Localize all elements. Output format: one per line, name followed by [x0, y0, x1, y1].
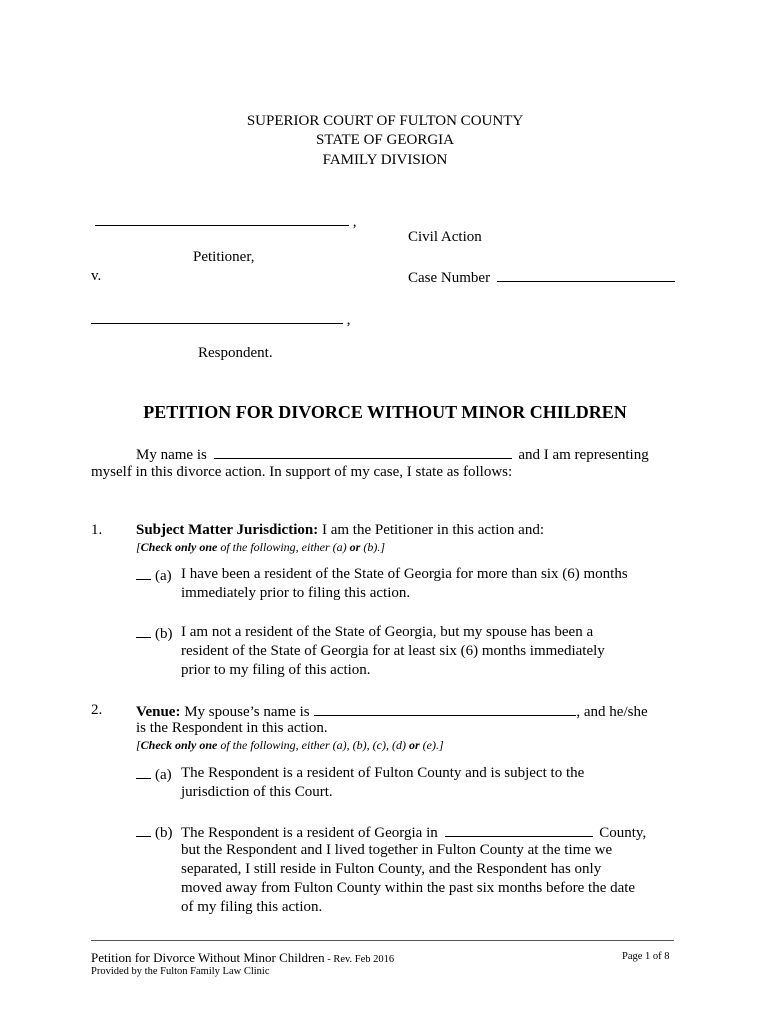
- option-label: (a): [155, 767, 172, 783]
- respondent-name-line: [91, 309, 351, 330]
- section-2-option-b-line-5: of my filing this action.: [181, 899, 323, 915]
- note-check-only-one: Check only one: [140, 738, 218, 752]
- section-1-option-a-line-1: I have been a resident of the State of Georgia for more than six (6) months: [181, 566, 628, 582]
- option-label: (b): [155, 825, 173, 841]
- petitioner-name-blank[interactable]: [95, 211, 349, 226]
- note-end: (e).]: [419, 738, 444, 752]
- section-2-line-2: is the Respondent in this action.: [136, 720, 328, 736]
- option-label: (b): [155, 626, 173, 642]
- section-2-option-b-line-4: moved away from Fulton County within the past six months before the date: [181, 880, 636, 896]
- note-middle: of the following, either (a), (b), (c), (d): [217, 738, 409, 752]
- section-1-option-b-line-3: prior to my filing of this action.: [181, 662, 371, 678]
- footer-revision: - Rev. Feb 2016: [324, 954, 395, 965]
- section-2-option-b-line-3: separated, I still reside in Fulton County, and the Respondent has only: [181, 861, 602, 877]
- section-1-option-b: [136, 623, 173, 644]
- footer-form-title: Petition for Divorce Without Minor Children: [91, 950, 325, 965]
- county-blank[interactable]: [445, 822, 593, 837]
- section-2-option-a: [136, 764, 172, 785]
- my-name-blank[interactable]: [214, 444, 512, 459]
- intro-line-2: myself in this divorce action. In support of my case, I state as follows:: [91, 464, 513, 480]
- section-2-option-b-line-1: [181, 822, 646, 843]
- division-name: FAMILY DIVISION: [322, 152, 448, 168]
- caption-comma-2: ,: [346, 312, 351, 328]
- section-2-checkbox-a[interactable]: [136, 764, 151, 779]
- court-name: SUPERIOR COURT OF FULTON COUNTY: [246, 113, 524, 129]
- intro-line-1: [136, 444, 649, 465]
- state-name: STATE OF GEORGIA: [316, 132, 454, 148]
- caption-comma: ,: [352, 214, 357, 230]
- section-1-number: 1.: [91, 522, 103, 538]
- civil-action-label: Civil Action: [408, 229, 482, 245]
- case-number-line: [408, 267, 675, 288]
- petitioner-label: Petitioner,: [193, 249, 255, 265]
- note-bracket: [: [136, 540, 141, 554]
- section-1-note: [136, 540, 385, 555]
- section-1-heading: Subject Matter Jurisdiction:: [136, 522, 319, 538]
- section-1-text: I am the Petitioner in this action and:: [318, 522, 544, 538]
- section-2-option-a-line-2: jurisdiction of this Court.: [181, 784, 333, 800]
- case-number-label: Case Number: [408, 270, 491, 286]
- intro-text-1: My name is: [136, 447, 207, 463]
- note-end: (b).]: [360, 540, 386, 554]
- respondent-name-blank[interactable]: [91, 309, 343, 324]
- spouse-name-blank[interactable]: [314, 701, 576, 716]
- option-label: (a): [155, 568, 172, 584]
- versus-label: v.: [91, 268, 102, 284]
- section-2-option-b-line-2: but the Respondent and I lived together in Fulton County at the time we: [181, 842, 613, 858]
- footer-form-title-line: [91, 949, 394, 967]
- section-2-note: [136, 738, 444, 753]
- section-1-checkbox-b[interactable]: [136, 623, 151, 638]
- section-1-option-a: [136, 565, 172, 586]
- section-2-text-1: My spouse’s name is: [180, 704, 310, 720]
- note-middle: of the following, either (a): [217, 540, 350, 554]
- note-or: or: [408, 738, 420, 752]
- section-1-option-b-line-1: I am not a resident of the State of Georgia, but my spouse has been a: [181, 624, 594, 640]
- section-2-checkbox-b[interactable]: [136, 822, 151, 837]
- section-1-option-a-line-2: immediately prior to filing this action.: [181, 585, 411, 601]
- respondent-label: Respondent.: [198, 345, 273, 361]
- section-2-heading: Venue:: [136, 704, 181, 720]
- section-2-option-a-line-1: The Respondent is a resident of Fulton County and is subject to the: [181, 765, 585, 781]
- intro-text-2: and I am representing: [518, 447, 649, 463]
- footer-divider: [91, 940, 674, 941]
- section-1-checkbox-a[interactable]: [136, 565, 151, 580]
- section-1-option-b-line-2: resident of the State of Georgia for at least six (6) months immediately: [181, 643, 605, 659]
- note-check-only-one: Check only one: [140, 540, 218, 554]
- petitioner-name-line: [95, 211, 357, 232]
- footer-provided-by: Provided by the Fulton Family Law Clinic: [91, 966, 270, 977]
- section-2-number: 2.: [91, 702, 103, 718]
- note-bracket: [: [136, 738, 141, 752]
- note-or: or: [349, 540, 361, 554]
- section-1-heading-line: [136, 521, 544, 540]
- case-number-blank[interactable]: [497, 267, 675, 282]
- section-2-option-b: [136, 822, 173, 843]
- county-word: County,: [599, 825, 647, 841]
- option-b-text: The Respondent is a resident of Georgia in: [181, 825, 438, 841]
- footer-page-number: Page 1 of 8: [622, 951, 670, 962]
- petition-title: PETITION FOR DIVORCE WITHOUT MINOR CHILDREN: [143, 402, 627, 422]
- section-2-text-2: , and he/she: [576, 704, 648, 720]
